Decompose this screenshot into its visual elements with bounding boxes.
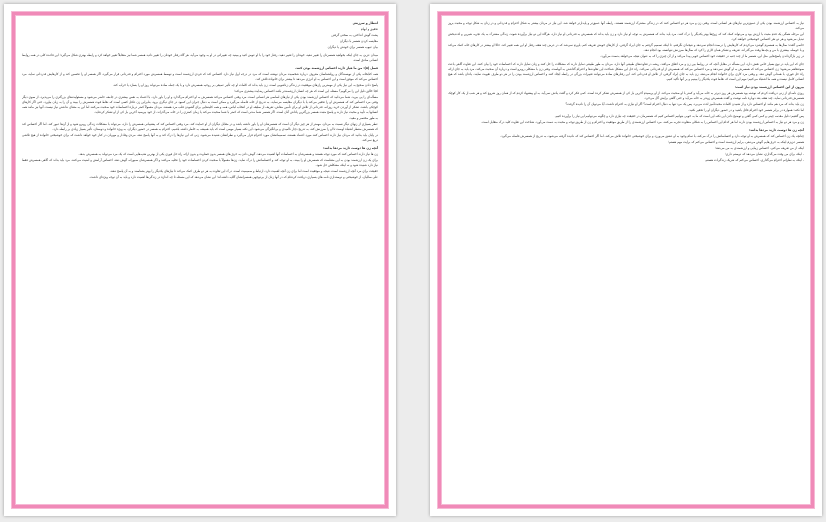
paragraph: تحقیق و ابهام bbox=[360, 27, 378, 31]
section-heading: آنچه زن ها دوست دارند مردها بدانند: bbox=[322, 146, 378, 150]
paragraph: - اینکه برای من وقت می‌گذاری، نشان می‌دهد که دوستم داری؛ bbox=[724, 152, 804, 156]
page-border-frame bbox=[12, 12, 388, 508]
paragraph: عطر بسیاری از زنهای دیگر نسبت به مردان، مهمتر از هر چیز دیگر آن است که همسرشان او را باور داشته باشد و در مقابل دیگران از او حمایت کند. مرد وقتی احساس کند که پشتیبانی همسرش را دارد، می‌تواند با مشکلات زندگی روبرو شود و از آن‌ها عبور کند. اما اگر احساس کند که همسرش منتظر اشتباه اوست تا او را سرزنش کند، به تدریج دچار ناامیدی و بی‌انگیزگی می‌شود. این نکته بسیار مهمی است که باید همیشه به خاطر داشته باشیم. احترام به همسر در حضور دیگران، به ویژه خانواده و دوستان، تأثیر بسیار زیادی بر رابطه دارد. bbox=[22, 122, 378, 131]
paragraph: همه کتابخانه پکی از نویسندگان و روانشناسان معروف درباره شخصیت مردان نوشته است که مرد در درجه اول نیاز دارد احساس کند که فردی ارزشمند است و توسط همسرش مورد احترام و قدردانی قرار می‌گیرد. اگر همسر او را تحسین کند و از کارهایش قدردانی نماید، مرد احساس می‌کند که موفق است و این احساس به او انرژی می‌دهد تا بیشتر برای خانواده تلاش کند. bbox=[22, 72, 378, 81]
paragraph: پس گفتیم: دلیل مقدمه چینی و کمی کمی گفتن و توضیح دادن این نکته این است که ما به خوبی بتوانیم احساس کنیم که همسرمان در حقیقت چه نیازی دارد و چگونه می‌توانیم این نیاز را برآورده کنیم. bbox=[554, 114, 804, 118]
paragraph: اما نکته: همواره در برابر همسر خود احترام قائل باشید و در حضور دیگران او را تحقیر نکنید. bbox=[688, 108, 804, 112]
paragraph: نیاز به احساس ارزشمند بودن یکی از عمیق‌ترین نیازهای هر انسانی است. وقتی زن و مرد هر دو احساس کنند که در زندگی مشترک ارزشمند هستند، رابطه آنها عمیق‌تر و پایدارتر خواهد شد. این نیاز در مردان بیشتر به شکل احترام و قدردانی و در زنان به شکل توجه و محبت بروز می‌کند. bbox=[448, 21, 804, 30]
page-right bbox=[430, 4, 822, 516]
paragraph: جای که این باید در نوع بسیار خاص نقش دارد. این مسأله در مقابل آنچه که در روابط بین زن و مرد اتفاق می‌افتد، ریشه در تفاوت‌های طبیعی آنها دارد. مردان به طور طبیعی تمایل دارند که مشکلات را حل کنند و زنان تمایل دارند که احساسات خود را بیان کنند. این تفاوت گاهی باعث سوءتفاهم می‌شود؛ زن احساس می‌کند که همسرش به او گوش نمی‌دهد و مرد احساس می‌کند که همسرش از او قدردانی نمی‌کند. راه حل این مشکل شناخت این تفاوت‌ها و احترام گذاشتن به آنهاست. وقتی زن با مشکلی روبرو است و درباره آن صحبت می‌کند، مرد باید به جای ارائه راه حل فوری، با همدلی گوش دهد. و وقتی مرد کاری برای خانواده انجام می‌دهد، زن باید به جای ایراد گرفتن، از تلاش او قدردانی کند. این رفتارهای ساده می‌توانند تغییرات بزرگی در رابطه ایجاد کنند و احساس ارزشمند بودن را در هر دو طرف تقویت نمایند. یادتان باشد که هیچ انسانی کامل نیست و همه ما اشتباه می‌کنیم؛ مهم این است که نقاط قوت یکدیگر را ببینیم و بر آنها تأکید کنیم. bbox=[448, 62, 804, 81]
paragraph: پشت گوش انداختن، به سختی گرفتن bbox=[331, 33, 378, 37]
section-heading: فصل (۵): من ما هیاز دارند احساس ارزشمند بودن کنند. bbox=[294, 66, 378, 70]
paragraph: در پایان باید بدانید که مردان نیاز دارند احساس کنند مورد اعتماد هستند، تصمیماتشان مورد احترام قرار می‌گیرد و نظراتشان شنیده می‌شود. زنی که این نیازها را درک کند و به آنها پاسخ دهد، مردی وفادار و مهربان در کنار خود خواهد داشت که برای خوشبختی خانواده از هیچ تلاشی دریغ نمی‌کند. bbox=[22, 133, 378, 142]
paragraph: انتظار و سرزنش bbox=[352, 21, 378, 25]
paragraph: همسر عزیزم اینکه به حرف‌هایم گوش می‌دهی، برایم ارزشمند است و احساس می‌کنم که برایت مهم هستم؛ bbox=[667, 140, 804, 144]
paragraph: چنانچه یک زن احساس کند که همسرش به او توجه دارد و احساساتش را درک می‌کند، با تمام وجود به او عشق می‌ورزد و برای خوشبختی خانواده تلاش می‌کند. اما اگر احساس کند که نادیده گرفته می‌شود، به تدریج از همسرش فاصله می‌گیرد. bbox=[500, 134, 804, 138]
paragraph: اینکه از من تعریف می‌کنی، احساس زیبایی و ارزشمندی به من می‌دهد؛ bbox=[714, 146, 804, 150]
paragraph: مقایسه کردن همسر با دیگران bbox=[339, 39, 378, 43]
page-left bbox=[4, 4, 396, 516]
paragraph: روزی نامه‌ای از زنی دریافت کردم که نوشته بود همسرش هر روز دیرتر به خانه می‌آید و کمتر با او صحبت می‌کند. از او پرسیدم آخرین بار کی از همسرش تشکر کرده است. کمی فکر کرد و گفت یادش نمی‌آید. به او پیشنهاد کردم که از همان روز شروع کند و هر شب از یک کار کوچک همسرش قدردانی نماید. چند هفته بعد دوباره نامه نوشت و گفت همسرش زودتر به خانه می‌آید و حتی گاهی برایش گل می‌خرد. bbox=[448, 91, 804, 100]
paragraph: بیان عیوب همسر برای خودش یا دیگران bbox=[327, 45, 378, 49]
paragraph: برای یک زن ارزشمند بودن به این معناست که همسرش او را ببیند، به او توجه کند و احساساتش را درک نماید. زن‌ها معمولاً با صحبت کردن احساسات خود را تخلیه می‌کنند و اگر همسرشان صبورانه گوش دهد، احساس آرامش و امنیت می‌کنند. مرد باید بداند که گاهی همسرش فقط نیاز دارد شنیده شود و نه اینکه مشکلش حل شود. bbox=[22, 158, 378, 167]
paragraph: زن باید بداند که مرد هم مانند او احساس دارد و از شنیدن کلمات محبت‌آمیز لذت می‌برد. پس یک مرد تنها به دنبال احترام است؟ اگر او نیازی به احترام داشت، آیا می‌توان آن را نادیده گرفت؟ bbox=[565, 102, 804, 106]
paragraph: علی سالیان، از خوشبختی و دوستداری نامه های بسیاری دریافت کرده‌ام که در آنها زنان از بی‌توجهی همسرانشان گلایه داشته‌اند؛ این نشان می‌دهد که این مسئله تا چه اندازه در زندگی‌ها اهمیت دارد و باید به آن توجه ویژه‌ای داشت. bbox=[89, 175, 378, 179]
paragraph: زن ها نیاز دارند احساس کنند که مورد توجه هستند و همسرشان به احساسات آنها اهمیت می‌دهد. گوش دادن به حرف‌های همسر بدون قضاوت و بدون ارائه راه حل فوری یکی از بهترین هدیه‌هایی است که یک مرد می‌تواند به همسرش بدهد. bbox=[78, 152, 378, 156]
page-border-frame bbox=[438, 12, 814, 508]
paragraph: خانمی گفت: سال‌ها به همسرم گوشزد می‌کردم که کارهایش را درست انجام نمی‌دهد و نتیجه‌ای نگرفتم. تا اینکه تصمیم گرفتم به جای ایراد گرفتن، از کارهای خوبش تعریف کنم. باورم نمی‌شد که در عرض چند هفته رفتار او این همه تغییر کند. حالا او بیشتر در کارهای خانه کمک می‌کند و با حوصله بیشتری با من و بچه‌ها وقت می‌گذراند. تعریف و تشکر همان کاری را کرد که سال‌ها سرزنش نتوانسته بود انجام دهد. bbox=[448, 43, 804, 52]
paragraph: پاسخ دادن صحیح به این نیاز یکی از مهمترین رازهای موفقیت در زندگی زناشویی است. زن باید بداند که کلمات او چه تأثیر عمیقی بر روحیه همسرش دارد و با یک جمله ساده می‌تواند روز او را بسازد یا خراب کند. bbox=[112, 83, 378, 87]
paragraph: به طور مختصر و مفید، bbox=[349, 116, 378, 120]
paragraph: حقیقت برای مرد آنچه ارزشمند است، نتیجه و موفقیت است اما برای زن آنچه اهمیت دارد، ارتباط و صمیمیت است. درک این تفاوت به هر دو طرف کمک می‌کند تا نیازهای یکدیگر را بهتر بشناسند و به آن پاسخ دهند. bbox=[109, 169, 378, 173]
paragraph: زن و مرد هر دو نیاز به احساس ارزشمند بودن دارند اما هر کدام این احساس را به شکلی متفاوت تجربه می‌کنند. مرد احساس ارزشمندی را از طریق موفقیت و احترام و زن از طریق توجه و محبت به دست می‌آورد. شناخت این تفاوت کلید درک متقابل است. bbox=[481, 120, 804, 124]
section-heading: بیرون از این احساس ارزشمند بودن نیاز است: bbox=[734, 85, 804, 89]
paragraph: در زیر بازگرداندن پاسخ‌هایی مثل این، همسر ما از چند جنبه در حقیقت خود احساس خوبی پیدا می‌کند و از آن چیزی را که به عنوان نتیجه می‌خواهد بدست می‌آورد. bbox=[600, 54, 804, 58]
page-text-column bbox=[22, 21, 378, 499]
section-heading: آنچه زن ها دوست دارند مردها بدانند: bbox=[748, 128, 804, 132]
paragraph: مسأله‌ای را پی ببرید. شما می‌دانید که احساس ارزشمند بودن یکی از نیازهای اساسی هر انسانی است. مرد وقتی احساس می‌کند همسرش به او احترام می‌گذارد و او را باور دارد، با اعتماد به نفس بیشتری در جامعه حاضر می‌شود و مسئولیت‌های بزرگتری را می‌پذیرد. از سوی دیگر وقتی مرد احساس کند که همسرش او را تحقیر می‌کند یا با دیگران مقایسه می‌نماید، به تدریج از خانه فاصله می‌گیرد و ممکن است به دنبال جبران این کمبود در جای دیگری برود. بنابراین زن عاقل کسی است که نقاط قوت همسرش را ببیند و آن را به زبان بیاورد، حتی اگر کارهای کوچکی باشند. تشکر از آوردن خرید روزانه، قدردانی از تلاش او برای تأمین معاش، تعریف از سلیقه او در انتخاب لباس، همه و همه کلیدهایی برای گشودن قلب مرد هستند. مردان معمولاً کمتر درباره احساسات خود صحبت می‌کنند اما این به معنای نداشتن نیاز نیست. آنها نیز مانند همه انسانها به تأیید و محبت نیاز دارند و پاسخ مثبت همسر بزرگترین پاداش آنان است. اگر همسر شما مدتی است که کمتر با شما صحبت می‌کند یا زمان کمتری را در خانه می‌گذراند، از خود بپرسید آخرین بار کی از او تشکر کرده‌اید. bbox=[22, 95, 378, 114]
paragraph: - اینکه به نظراتم احترام می‌گذاری، احساس می‌کنم که شریک زندگی‌ات هستم. bbox=[704, 158, 804, 162]
paragraph: این مرحله همگی یک قدم مثبت با ارزش بود و می‌تواند کمک کند که زوج‌ها بهتر یکدیگر را درک کنند. مرد باید بداند که همسرش به توجه او نیاز دارد و زن باید بداند که همسرش به قدردانی او نیاز دارد. هرگاه این دو نیاز برآورده شوند، زندگی مشترک به یک تجربه شیرین و لذت‌بخش تبدیل می‌شود و هر دو نفر احساس خوشبختی خواهند کرد. bbox=[448, 32, 804, 41]
paragraph: کجا خالق دلیل این را می‌گویم؟ مسئله این است که هر چه انسان ارزشمندتر باشد احساس رضایت بیشتری می‌کند؛ bbox=[234, 89, 378, 93]
page-text-column bbox=[448, 21, 804, 499]
paragraph: میدان عزیز، به جای اینکه بخواهید همسرتان را تغییر دهید، خودتان را تغییر دهید. رفتار خود را با او عوض کنید و ببینید چه تغییراتی در او به وجود می‌آید. هر گاه رفتار خودتان را تغییر دادید همسر شما نیز متقابلاً تغییر خواهد کرد و رابطه بهتری شکل می‌گیرد؛ این قاعده کلی در همه روابط انسانی صادق است. bbox=[22, 53, 378, 62]
